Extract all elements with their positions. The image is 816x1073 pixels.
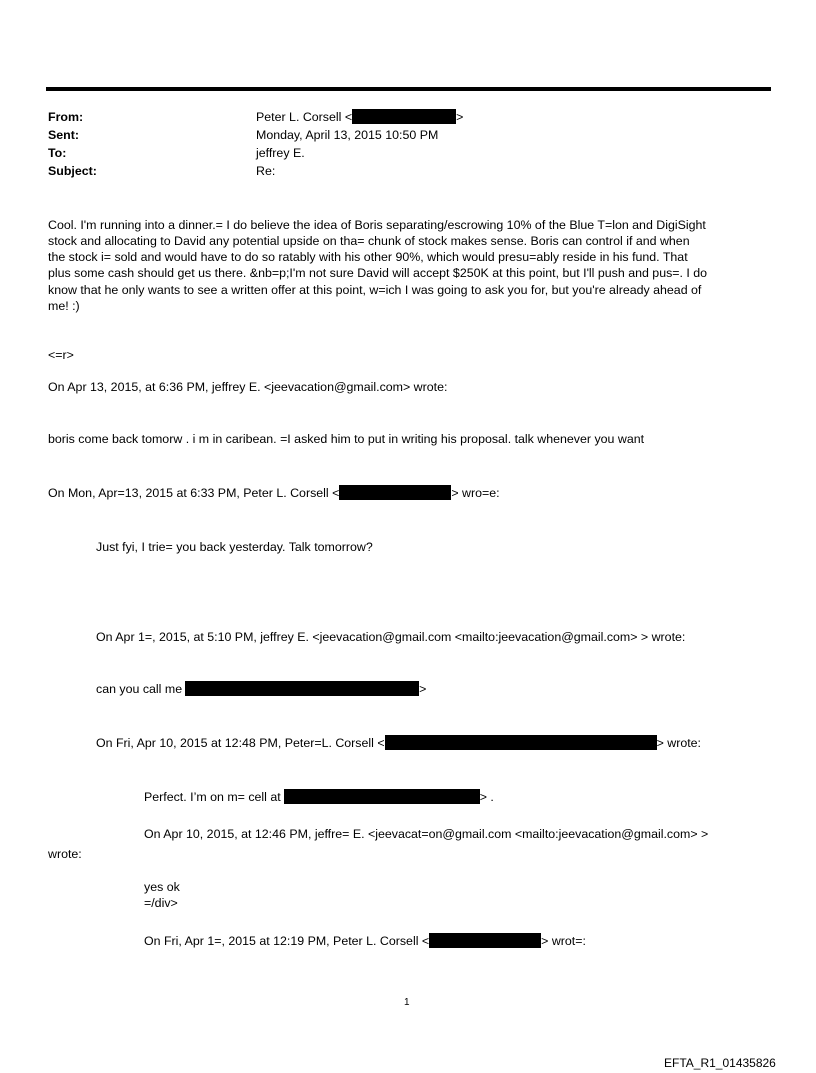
from-name: Peter L. Corsell < [256, 110, 353, 124]
quote-header-6-text: On Fri, Apr 1=, 2015 at 12:19 PM, Peter L. Corsell < [144, 934, 430, 948]
quote-header-5-wrap: wrote: [48, 847, 82, 861]
subject-label: Subject: [48, 164, 97, 178]
quote-header-3: On Apr 1=, 2015, at 5:10 PM, jeffrey E. <jeevacation@gmail.com <mailto:jeevacation@gmail.com> > wrote: [96, 630, 686, 644]
quote-body-3 [96, 681, 426, 697]
quote-body-4-text: Perfect. I’m on m= cell at [144, 790, 281, 804]
message-body [48, 217, 707, 314]
quote-header-4-text: On Fri, Apr 10, 2015 at 12:48 PM, Peter=L. Corsell < [96, 736, 385, 750]
body-line: yes ok [144, 880, 180, 894]
body-line: know that he only wants to see a written offer at this point, w=ich I was going to ask you for, but you're already ahead of [48, 282, 702, 297]
body-line: me! :) [48, 298, 80, 313]
quote-body-3-text: can you call me [96, 682, 183, 696]
quote-header-2-text: On Mon, Apr=13, 2015 at 6:33 PM, Peter L. Corsell < [48, 486, 340, 500]
body-line: plus some cash should get us there. &nb=p;I'm not sure David will accept $250K at this point, but I'll push and pus=. I do [48, 266, 708, 281]
quote-body-4 [144, 789, 494, 805]
from-row [48, 109, 748, 127]
from-value [256, 109, 463, 125]
subject-value: Re: [256, 164, 276, 178]
quote-header-4-end: > wrote: [656, 736, 701, 750]
quote-header-5: On Apr 10, 2015, at 12:46 PM, jeffre= E. <jeevacat=on@gmail.com <mailto:jeevacation@gmail.com> > [144, 827, 709, 841]
to-value: jeffrey E. [256, 146, 305, 160]
header-rule [46, 87, 771, 91]
from-label: From: [48, 110, 84, 124]
quote-header-6-end: > wrot=: [541, 934, 586, 948]
subject-row [48, 163, 748, 181]
redaction-box [185, 681, 419, 696]
to-row [48, 145, 748, 163]
quote-body-1: boris come back tomorw . i m in caribean. =I asked him to put in writing his proposal. talk whenever you want [48, 432, 645, 446]
redaction-box [352, 109, 456, 124]
sent-value: Monday, April 13, 2015 10:50 PM [256, 128, 439, 142]
document-id: EFTA_R1_01435826 [664, 1056, 776, 1070]
from-close: > [456, 110, 464, 124]
to-label: To: [48, 146, 67, 160]
quote-body-5 [144, 879, 180, 911]
quote-header-2-end: > wro=e: [451, 486, 500, 500]
email-header [48, 109, 748, 181]
sent-label: Sent: [48, 128, 79, 142]
quote-body-4-end: > . [479, 790, 494, 804]
body-line: stock and allocating to David any potential upside on tha= chunk of stock makes sense. Boris can control if and when [48, 234, 690, 249]
redaction-box [284, 789, 480, 804]
quote-header-4 [96, 735, 701, 751]
sent-row [48, 127, 748, 145]
quote-header-1: On Apr 13, 2015, at 6:36 PM, jeffrey E. <jeevacation@gmail.com> wrote: [48, 380, 448, 394]
body-line: =/div> [144, 896, 178, 911]
redaction-box [385, 735, 657, 750]
redaction-box [429, 933, 541, 948]
quote-body-3-end: > [419, 682, 427, 696]
page-number: 1 [404, 997, 410, 1008]
br-tag: <=r> [48, 348, 74, 362]
quote-header-6 [144, 933, 586, 949]
redaction-box [339, 485, 451, 500]
quote-body-2: Just fyi, I trie= you back yesterday. Talk tomorrow? [96, 540, 373, 554]
body-line: Cool. I'm running into a dinner.= I do believe the idea of Boris separating/escrowing 10% of the Blue T=lon and DigiSight [48, 218, 706, 232]
quote-header-2 [48, 485, 500, 501]
body-line: the stock i= sold and would have to do so ratably with his other 90%, which would presu=ably reside in his fund. That [48, 250, 688, 265]
